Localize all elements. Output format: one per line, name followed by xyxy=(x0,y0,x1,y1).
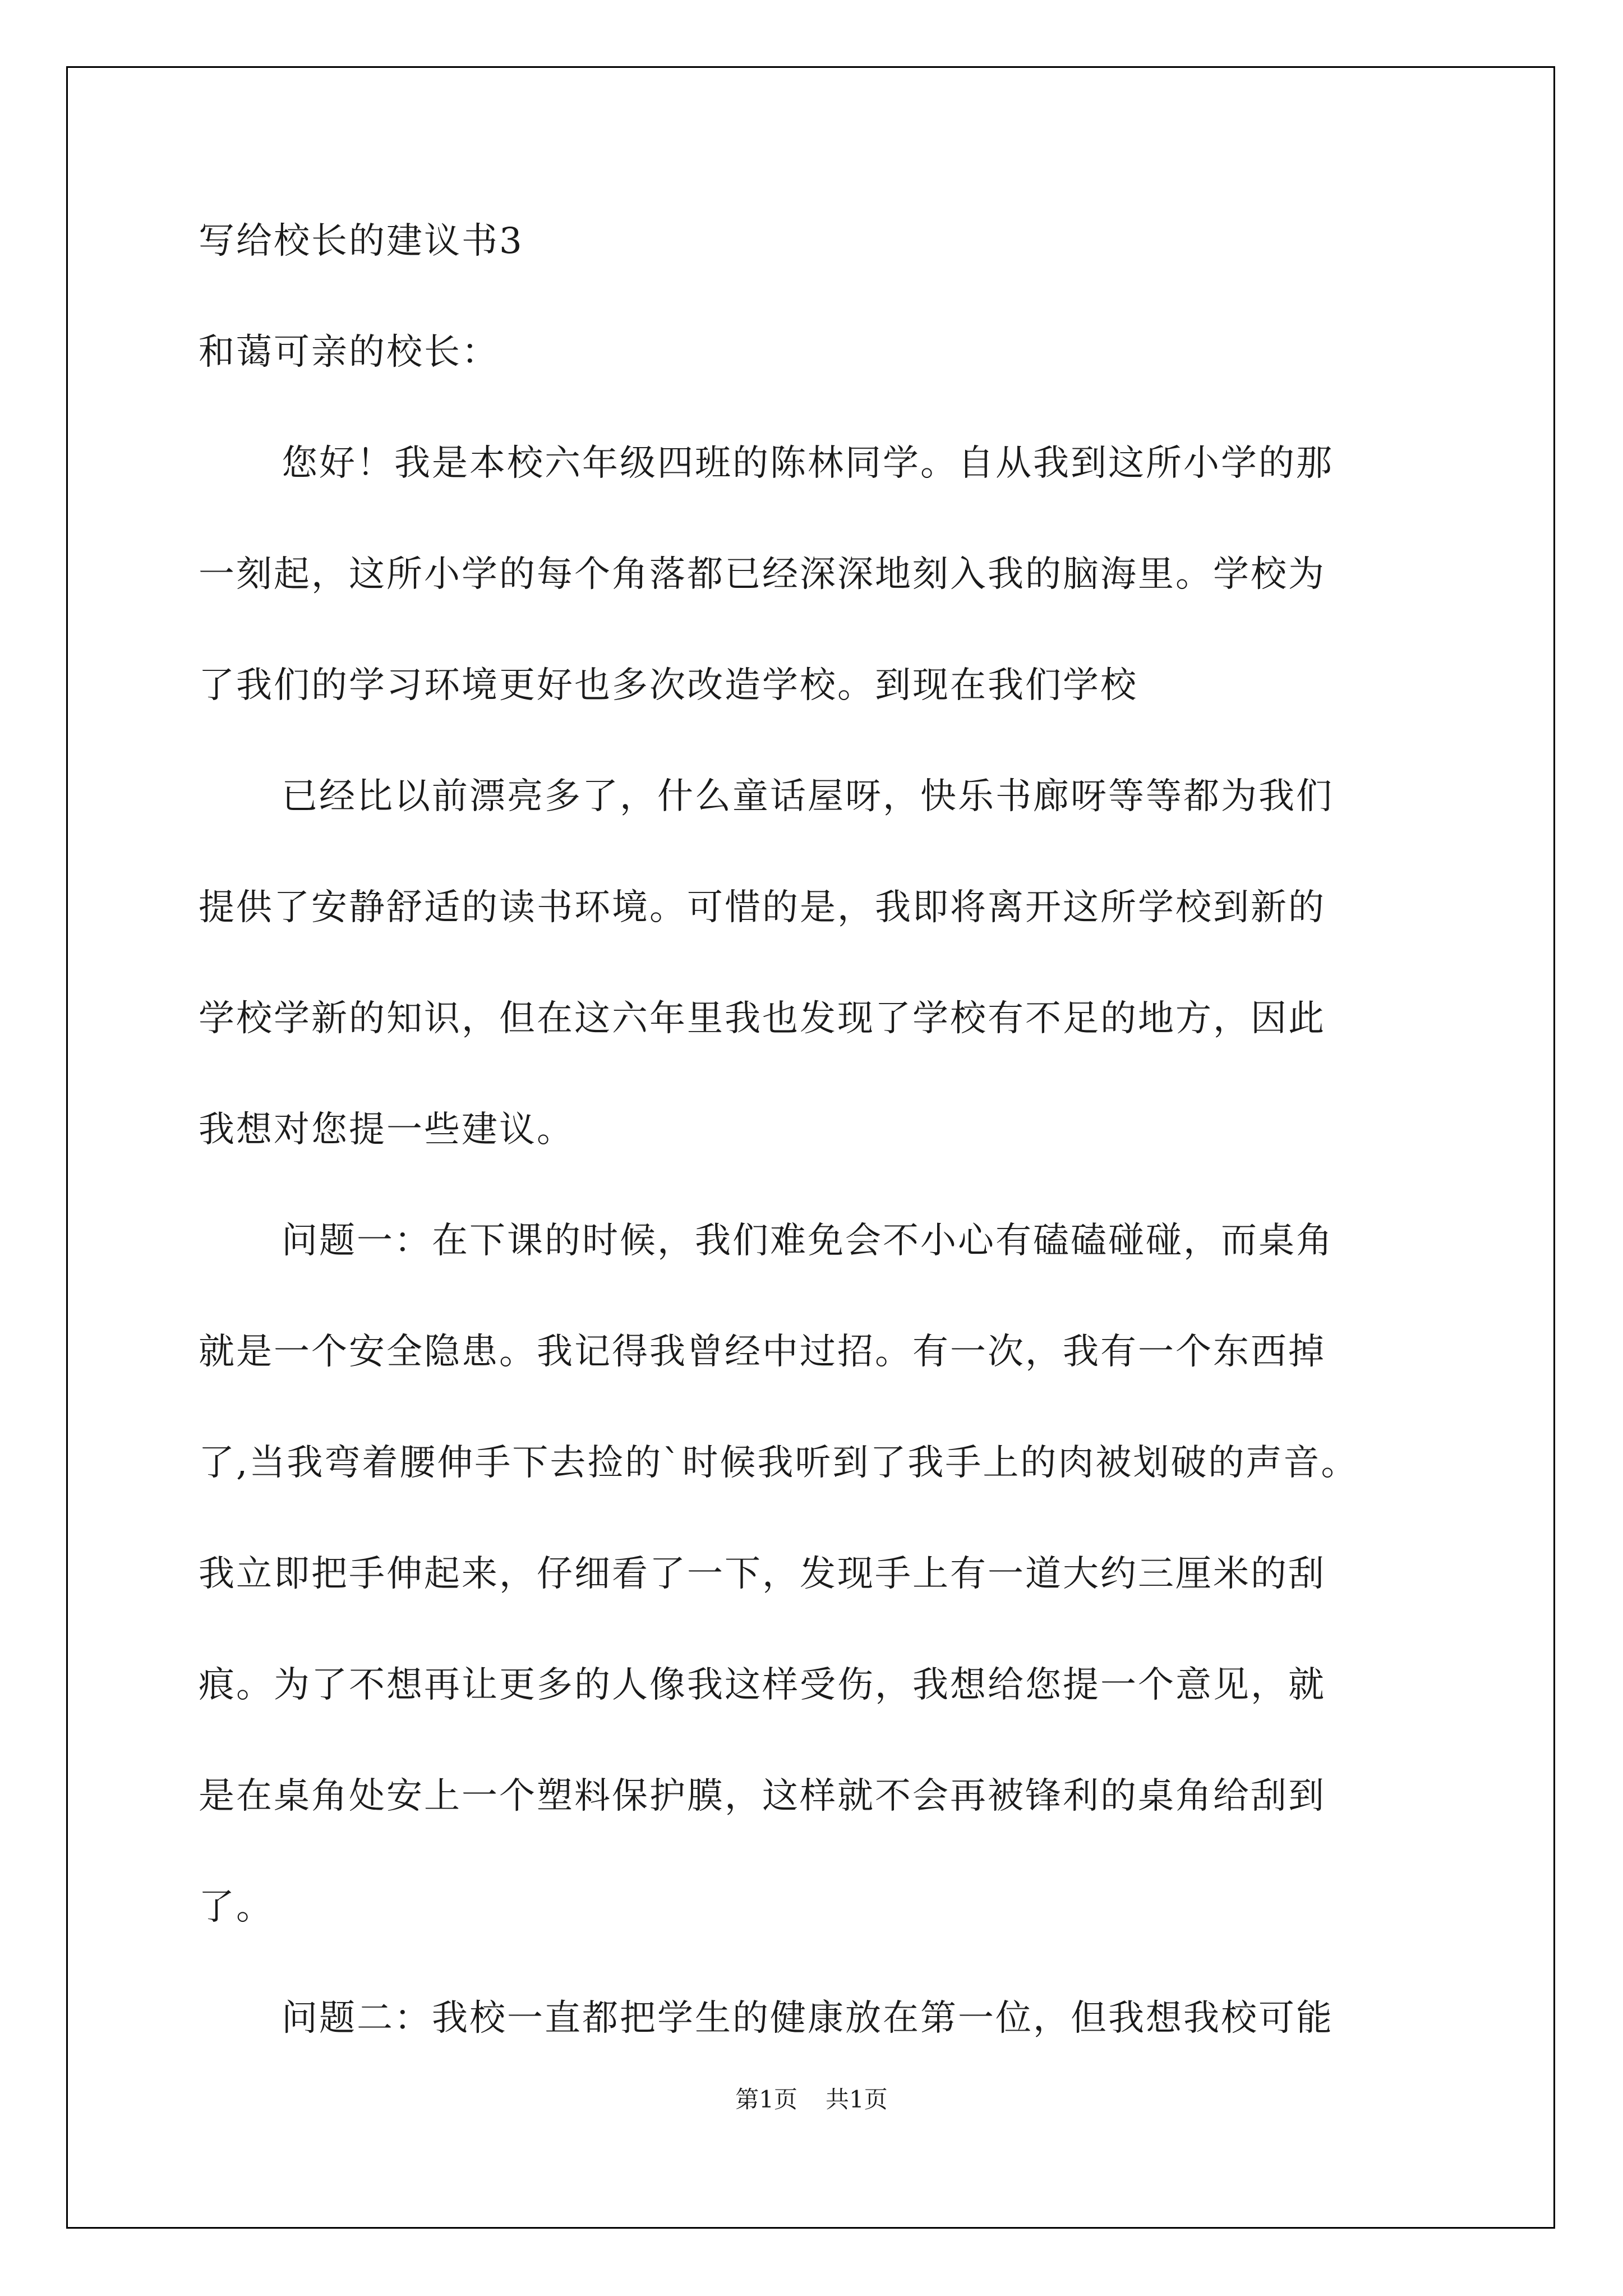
paragraph-line: 就是一个安全隐患。我记得我曾经中过招。有一次，我有一个东西掉 xyxy=(199,1331,1326,1373)
paragraph-line: 已经比以前漂亮多了，什么童话屋呀，快乐书廊呀等等都为我们 xyxy=(282,776,1334,817)
paragraph-line: 我想对您提一些建议。 xyxy=(199,1109,574,1151)
page-number: 第1页 xyxy=(735,2086,797,2113)
paragraph-line: 了,当我弯着腰伸手下去捡的`时候我听到了我手上的肉被划破的声音。 xyxy=(199,1442,1359,1484)
paragraph-line: 提供了安静舒适的读书环境。可惜的是，我即将离开这所学校到新的 xyxy=(199,887,1326,928)
paragraph-line: 您好！我是本校六年级四班的陈林同学。自从我到这所小学的那 xyxy=(282,443,1334,484)
paragraph-line: 问题一：在下课的时候，我们难免会不小心有磕磕碰碰，而桌角 xyxy=(282,1220,1334,1262)
page-total: 共1页 xyxy=(826,2086,888,2113)
paragraph-line: 我立即把手伸起来，仔细看了一下，发现手上有一道大约三厘米的刮 xyxy=(199,1553,1326,1595)
paragraph-line: 学校学新的知识，但在这六年里我也发现了学校有不足的地方，因此 xyxy=(199,998,1326,1039)
paragraph-line: 一刻起，这所小学的每个角落都已经深深地刻入我的脑海里。学校为 xyxy=(199,554,1326,595)
salutation: 和蔼可亲的校长： xyxy=(199,332,499,373)
page-footer xyxy=(0,2088,1623,2111)
paragraph-line: 痕。为了不想再让更多的人像我这样受伤，我想给您提一个意见，就 xyxy=(199,1664,1326,1706)
document-title: 写给校长的建议书3 xyxy=(199,220,524,262)
paragraph-line: 问题二：我校一直都把学生的健康放在第一位，但我想我校可能 xyxy=(282,1998,1334,2039)
paragraph-line: 是在桌角处安上一个塑料保护膜，这样就不会再被锋利的桌角给刮到 xyxy=(199,1775,1326,1817)
paragraph-line: 了我们的学习环境更好也多次改造学校。到现在我们学校 xyxy=(199,665,1138,706)
paragraph-line: 了。 xyxy=(199,1887,274,1928)
